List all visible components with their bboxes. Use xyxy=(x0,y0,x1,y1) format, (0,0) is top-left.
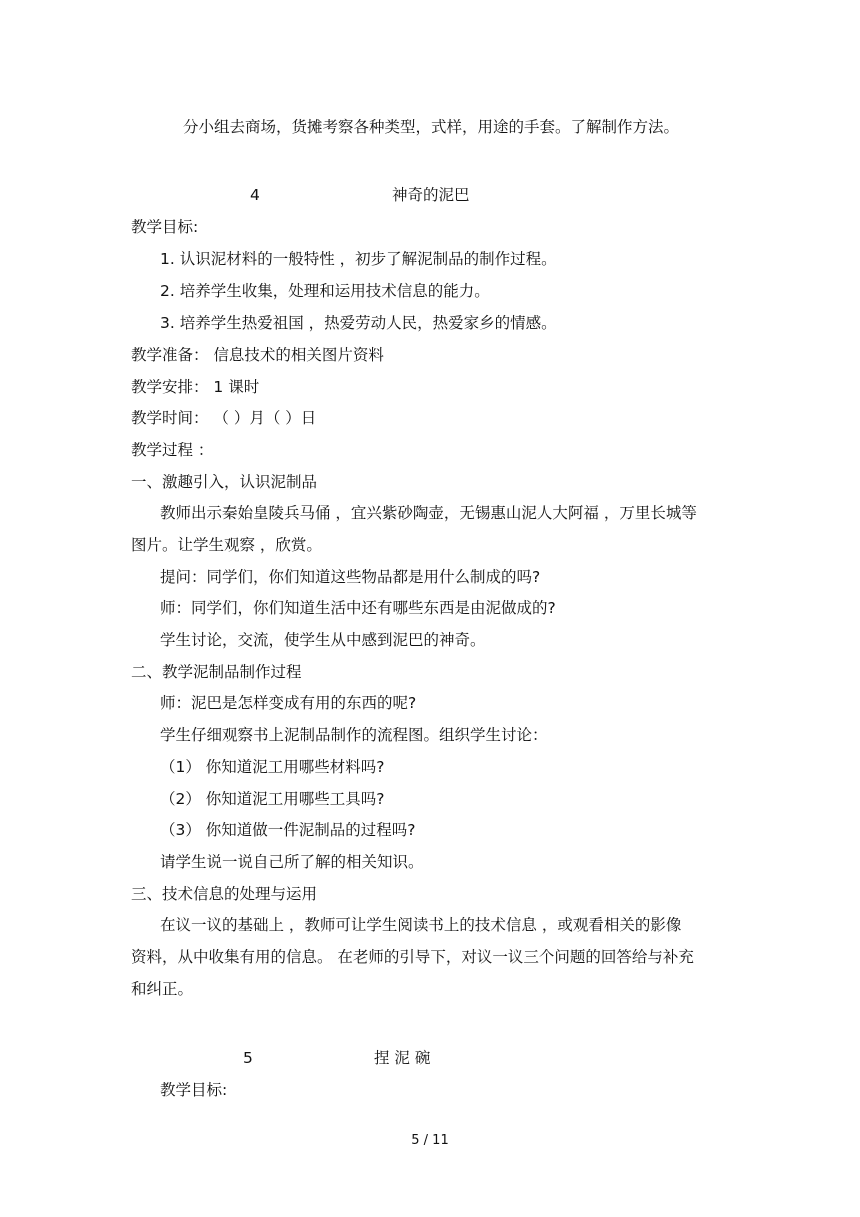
teaching-prep: 教学准备： 信息技术的相关图片资料 xyxy=(131,346,384,364)
goal-item-1: 1. 认识泥材料的一般特性 ，初步了解泥制品的制作过程。 xyxy=(160,250,557,268)
student-discussion: 学生讨论，交流，使学生从中感到泥巴的神奇。 xyxy=(160,631,486,649)
page-indicator: 5 / 11 xyxy=(411,1133,449,1148)
goal-item-3: 3. 培养学生热爱祖国 ，热爱劳动人民，热爱家乡的情感。 xyxy=(160,314,557,332)
intro-paragraph: 分小组去商场，货摊考察各种类型，式样，用途的手套。了解制作方法。 xyxy=(183,118,680,136)
lesson-5-goals-heading: 教学目标: xyxy=(160,1081,228,1099)
discussion-item-2: （2） 你知道泥工用哪些工具吗? xyxy=(160,790,385,808)
observe-instruction: 学生仔细观察书上泥制品制作的流程图。组织学生讨论： xyxy=(160,726,548,744)
section-1-paragraph-line-2: 图片。让学生观察 ，欣赏。 xyxy=(131,536,322,554)
section-1-heading: 一、激趣引入，认识泥制品 xyxy=(131,473,318,491)
teaching-time: 教学时间： （ ）月（ ）日 xyxy=(131,409,317,427)
teacher-question: 师：泥巴是怎样变成有用的东西的呢? xyxy=(160,694,417,712)
section-2-heading: 二、教学泥制品制作过程 xyxy=(131,663,302,681)
lesson-5-title: 捏 泥 碗 xyxy=(374,1049,431,1067)
lesson-4-number: 4 xyxy=(250,186,260,204)
teaching-arrangement: 教学安排： 1 课时 xyxy=(131,378,260,396)
section-3-line-1: 在议一议的基础上 ，教师可让学生阅读书上的技术信息 ，或观看相关的影像 xyxy=(160,916,682,934)
question-1: 提问：同学们，你们知道这些物品都是用什么制成的吗? xyxy=(160,568,541,586)
lesson-4-title: 神奇的泥巴 xyxy=(392,186,470,204)
section-3-heading: 三、技术信息的处理与运用 xyxy=(131,885,318,903)
discussion-item-3: （3） 你知道做一件泥制品的过程吗? xyxy=(160,821,416,839)
section-1-paragraph-line-1: 教师出示秦始皇陵兵马俑 ，宜兴紫砂陶壶，无锡惠山泥人大阿福 ，万里长城等 xyxy=(160,504,697,522)
discussion-item-1: （1） 你知道泥工用哪些材料吗? xyxy=(160,758,385,776)
share-knowledge: 请学生说一说自己所了解的相关知识。 xyxy=(160,853,424,871)
lesson-4-goals-heading: 教学目标: xyxy=(131,218,199,236)
lesson-5-number: 5 xyxy=(243,1049,253,1067)
teaching-process-heading: 教学过程 ： xyxy=(131,441,214,459)
goal-item-2: 2. 培养学生收集，处理和运用技术信息的能力。 xyxy=(160,282,490,300)
question-2: 师：同学们，你们知道生活中还有哪些东西是由泥做成的? xyxy=(160,599,556,617)
section-3-line-3: 和纠正。 xyxy=(131,980,194,998)
section-3-line-2: 资料，从中收集有用的信息。 在老师的引导下，对议一议三个问题的回答给与补充 xyxy=(131,948,694,966)
